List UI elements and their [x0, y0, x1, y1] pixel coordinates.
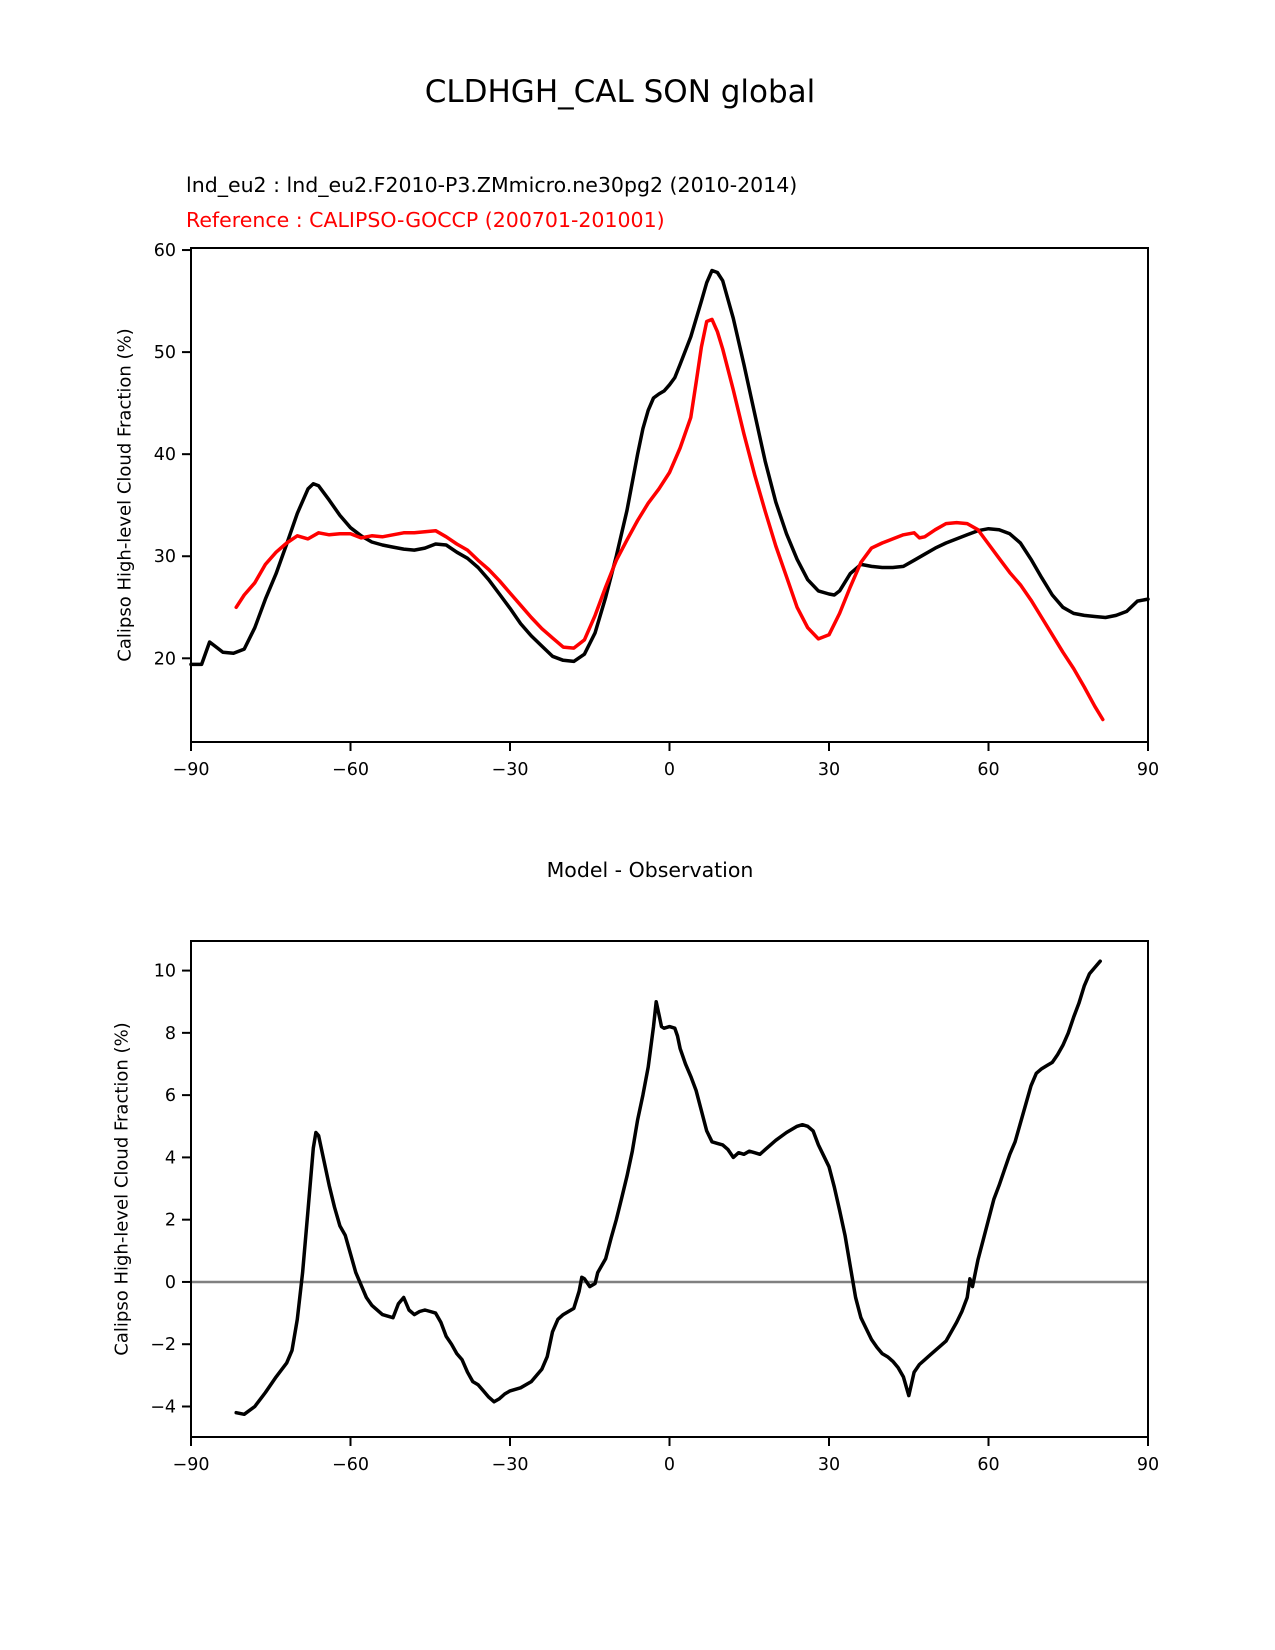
x-tick-label: 0	[663, 1455, 676, 1475]
y-tick-label: 6	[164, 1086, 176, 1107]
x-tick-label: 0	[663, 760, 676, 780]
x-tick-label: −90	[172, 1455, 210, 1475]
x-tick-label: 90	[1136, 760, 1160, 780]
x-tick-label: −60	[332, 760, 369, 780]
legend-model-line: lnd_eu2 : lnd_eu2.F2010-P3.ZMmicro.ne30pg2 (2010-2014)	[186, 173, 798, 197]
x-tick-label: −30	[491, 760, 529, 780]
y-tick-label: 10	[153, 961, 176, 982]
x-tick-label: −60	[332, 1455, 369, 1475]
y-tick-label: 40	[153, 445, 176, 466]
bottom-chart-series-0	[236, 961, 1100, 1414]
top-chart-series-0	[191, 271, 1148, 665]
x-tick-label: 30	[817, 1455, 841, 1475]
y-tick-label: 20	[153, 649, 176, 670]
y-tick-label: 2	[164, 1210, 176, 1231]
bottom-chart	[150, 941, 1159, 1475]
x-tick-label: −30	[491, 1455, 529, 1475]
figure-title: CLDHGH_CAL SON global	[424, 74, 816, 110]
x-tick-label: 30	[817, 760, 841, 780]
top-chart-ylabel: Calipso High-level Cloud Fraction (%)	[114, 328, 136, 662]
x-tick-label: −90	[172, 760, 210, 780]
bottom-chart-ylabel: Calipso High-level Cloud Fraction (%)	[111, 1022, 133, 1356]
legend-reference-line: Reference : CALIPSO-GOCCP (200701-201001)	[186, 208, 665, 232]
y-tick-label: 0	[164, 1272, 176, 1293]
top-chart	[154, 241, 1159, 780]
top-chart-series-1	[236, 319, 1103, 719]
y-tick-label: 30	[153, 547, 176, 568]
y-tick-label: 60	[153, 241, 176, 262]
y-tick-label: −2	[150, 1335, 176, 1356]
y-tick-label: −4	[150, 1397, 176, 1418]
x-tick-label: 60	[977, 1455, 1000, 1475]
top-chart-axes-frame	[191, 248, 1148, 742]
x-tick-label: 90	[1136, 1455, 1160, 1475]
x-tick-label: 60	[977, 760, 1000, 780]
bottom-chart-axes-frame	[191, 941, 1148, 1437]
y-tick-label: 50	[153, 343, 176, 364]
y-tick-label: 8	[164, 1023, 176, 1044]
bottom-chart-title: Model - Observation	[546, 858, 754, 882]
y-tick-label: 4	[164, 1148, 176, 1169]
